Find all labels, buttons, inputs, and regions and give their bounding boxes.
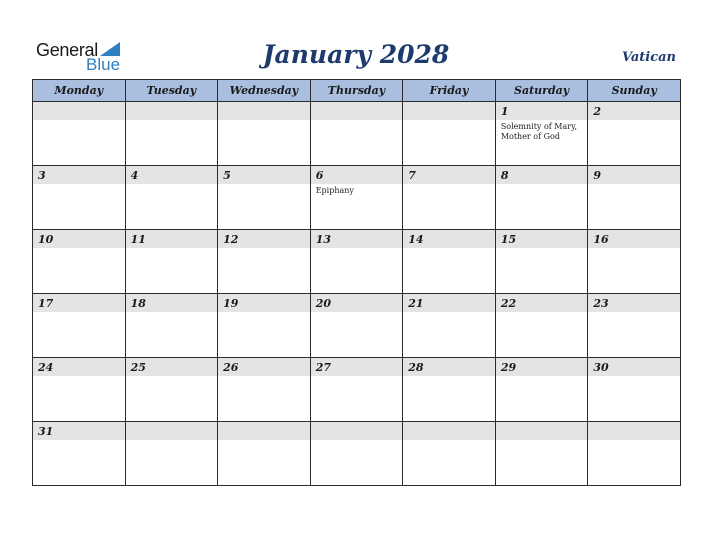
day-number-strip [588,422,680,440]
day-number: 15 [500,233,517,246]
day-number-strip [126,422,218,440]
calendar-week-row [33,422,681,486]
day-number: 11 [130,233,146,246]
calendar-day-cell [588,230,681,294]
day-number: 17 [38,297,54,310]
day-number: 20 [315,297,331,310]
calendar-day-cell [495,422,588,486]
calendar-day-cell [310,230,403,294]
day-number: 6 [315,169,324,182]
day-number: 1 [500,105,509,118]
day-number: 14 [408,233,424,246]
day-number: 21 [408,297,424,310]
day-number-strip [218,166,310,184]
day-number: 26 [223,361,239,374]
calendar-day-cell [125,422,218,486]
day-number-strip [496,102,588,120]
day-number: 19 [223,297,239,310]
day-number: 29 [500,361,517,374]
calendar-day-cell [495,358,588,422]
calendar-day-cell [125,102,218,166]
weekday-header: Sunday [588,80,681,102]
day-number-strip [311,102,403,120]
calendar-day-cell [310,358,403,422]
day-number: 3 [38,169,46,182]
day-number: 12 [223,233,239,246]
weekday-header: Wednesday [218,80,311,102]
day-number: 22 [500,297,517,310]
calendar-day-cell [588,166,681,230]
day-number-strip [126,166,218,184]
calendar-day-cell [495,294,588,358]
day-number: 27 [315,361,331,374]
weekday-header-row [33,80,681,102]
day-number-strip [311,422,403,440]
day-number: 16 [593,233,609,246]
calendar-day-cell [218,230,311,294]
calendar-day-cell [33,102,126,166]
calendar-day-cell [33,230,126,294]
calendar-day-cell [403,230,496,294]
day-number: 8 [500,169,509,182]
day-number: 5 [223,169,231,182]
day-number-strip [403,166,495,184]
day-number: 28 [408,361,424,374]
day-number: 2 [593,105,602,118]
day-number-strip [218,102,310,120]
calendar-day-cell [403,422,496,486]
calendar-day-cell [495,230,588,294]
calendar-week-row [33,230,681,294]
day-number: 24 [38,361,54,374]
calendar-day-cell [403,358,496,422]
weekday-header: Friday [403,80,496,102]
calendar-day-cell [125,166,218,230]
calendar-week-row [33,358,681,422]
calendar-day-cell [310,166,403,230]
calendar-day-cell [125,230,218,294]
calendar-day-cell [588,294,681,358]
weekday-header: Thursday [310,80,403,102]
calendar-day-cell [125,358,218,422]
day-number-strip [496,166,588,184]
weekday-header: Monday [33,80,126,102]
day-number-strip [218,422,310,440]
day-number-strip [126,102,218,120]
day-number-strip [496,422,588,440]
weekday-header: Saturday [495,80,588,102]
day-number: 13 [315,233,331,246]
calendar-week-row [33,166,681,230]
calendar-day-cell [218,294,311,358]
day-number: 18 [130,297,146,310]
calendar-week-row [33,294,681,358]
calendar-day-cell [310,422,403,486]
calendar-grid [32,79,681,486]
calendar-day-cell [495,102,588,166]
day-number-strip [33,102,125,120]
calendar-day-cell [218,358,311,422]
day-number: 7 [408,169,416,182]
day-number: 30 [593,361,609,374]
day-number: 25 [130,361,146,374]
page-title: January 2028 [262,40,450,69]
day-number-strip [311,166,403,184]
day-number-strip [588,166,680,184]
calendar-week-row [33,102,681,166]
calendar-day-cell [403,166,496,230]
calendar-day-cell [218,422,311,486]
calendar-day-cell [33,358,126,422]
day-number: 10 [38,233,54,246]
day-number: 4 [130,169,139,182]
day-number-strip [403,102,495,120]
calendar-day-cell [310,102,403,166]
day-number-strip [403,422,495,440]
holiday-label: Epiphany [315,186,354,195]
calendar-day-cell [33,422,126,486]
calendar-day-cell [125,294,218,358]
calendar-body [33,102,681,486]
calendar-day-cell [218,102,311,166]
day-number: 23 [593,297,609,310]
country-label: Vatican [621,50,676,65]
holiday-label: Solemnity of Mary, Mother of God [500,122,578,141]
day-number-strip [33,166,125,184]
calendar-day-cell [588,358,681,422]
calendar-day-cell [495,166,588,230]
day-number-strip [588,102,680,120]
logo-text-blue: Blue [86,55,121,74]
weekday-header: Tuesday [125,80,218,102]
day-number: 9 [593,169,602,182]
logo-text-general: General [36,40,98,60]
calendar-day-cell [218,166,311,230]
calendar-day-cell [33,166,126,230]
calendar-day-cell [310,294,403,358]
calendar-day-cell [33,294,126,358]
calendar-day-cell [403,294,496,358]
day-number: 31 [38,425,54,438]
calendar-day-cell [403,102,496,166]
calendar-day-cell [588,102,681,166]
calendar-day-cell [588,422,681,486]
